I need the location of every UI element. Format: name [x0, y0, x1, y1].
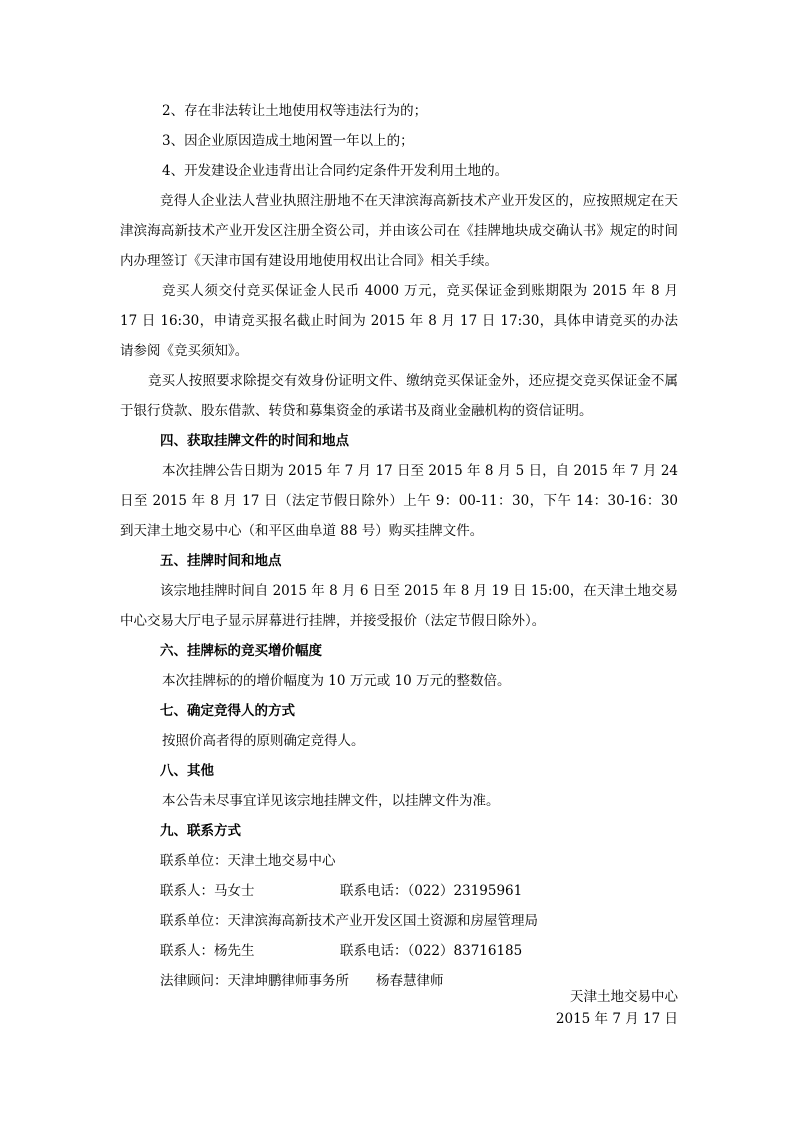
signature-org: 天津土地交易中心 [570, 989, 678, 1005]
signature-date: 2015 年 7 月 17 日 [555, 1011, 678, 1027]
contact-unit: 联系单位：天津滨海高新技术产业开发区国土资源和房屋管理局 [160, 913, 538, 929]
section-body: 该宗地挂牌时间自 2015 年 8 月 6 日至 2015 年 8 月 19 日 15:00，在天津土地交易中心交易大厅电子显示屏幕进行挂牌，并接受报价（法定节假日除外）。 [120, 583, 678, 629]
section-body: 按照价高者得的原则确定竞得人。 [162, 733, 365, 749]
contact-row [120, 936, 678, 966]
contact-unit: 联系单位：天津土地交易中心 [160, 853, 336, 869]
section-heading: 六、挂牌标的竞买增价幅度 [160, 643, 322, 659]
list-item: 4、开发建设企业违背出让合同约定条件开发利用土地的。 [162, 163, 509, 179]
section-body: 本公告未尽事宜详见该宗地挂牌文件，以挂牌文件为准。 [162, 793, 500, 809]
list-item: 3、因企业原因造成土地闲置一年以上的； [162, 133, 414, 149]
section-heading: 四、获取挂牌文件的时间和地点 [160, 433, 349, 449]
section-heading: 七、确定竞得人的方式 [160, 703, 295, 719]
contact-row [120, 876, 678, 906]
section-heading: 九、联系方式 [160, 823, 241, 839]
list-item: 2、存在非法转让土地使用权等违法行为的； [162, 103, 428, 119]
section-body: 本次挂牌公告日期为 2015 年 7 月 17 日至 2015 年 8 月 5 日，自 2015 年 7 月 24 日至 2015 年 8 月 17 日（法定节假日除外）上午 9：00-11：30，下午 14：30-16：30 到天津土地交易中心（和平区曲阜道 88 号）购买挂牌文件。 [120, 463, 678, 539]
section-body: 本次挂牌标的的增价幅度为 10 万元或 10 万元的整数倍。 [162, 673, 511, 689]
section-heading: 八、其他 [160, 763, 214, 779]
registration-paragraph: 竞得人企业法人营业执照注册地不在天津滨海高新技术产业开发区的，应按照规定在天津滨海高新技术产业开发区注册全资公司，并由该公司在《挂牌地块成交确认书》规定的时间内办理签订《天津市国有建设用地使用权出让合同》相关手续。 [120, 193, 678, 269]
section-heading: 五、挂牌时间和地点 [160, 553, 282, 569]
contact-person: 联系人：马女士 [160, 883, 255, 899]
document-body [120, 96, 678, 996]
deposit-paragraph: 竞买人须交付竞买保证金人民币 4000 万元，竞买保证金到账期限为 2015 年 8 月 17 日 16:30，申请竞买报名截止时间为 2015 年 8 月 17 日 17:30，具体申请竞买的办法请参阅《竞买须知》。 [120, 283, 678, 359]
contact-phone: 联系电话：（022）83716185 [340, 943, 523, 959]
contact-phone: 联系电话：（022）23195961 [340, 883, 523, 899]
legal-advisor: 法律顾问：天津坤鹏律师事务所 [160, 973, 349, 989]
lawyer-name: 杨春慧律师 [376, 973, 444, 989]
contact-person: 联系人：杨先生 [160, 943, 255, 959]
commitment-paragraph: 竞买人按照要求除提交有效身份证明文件、缴纳竞买保证金外，还应提交竞买保证金不属于银行贷款、股东借款、转贷和募集资金的承诺书及商业金融机构的资信证明。 [120, 373, 678, 419]
